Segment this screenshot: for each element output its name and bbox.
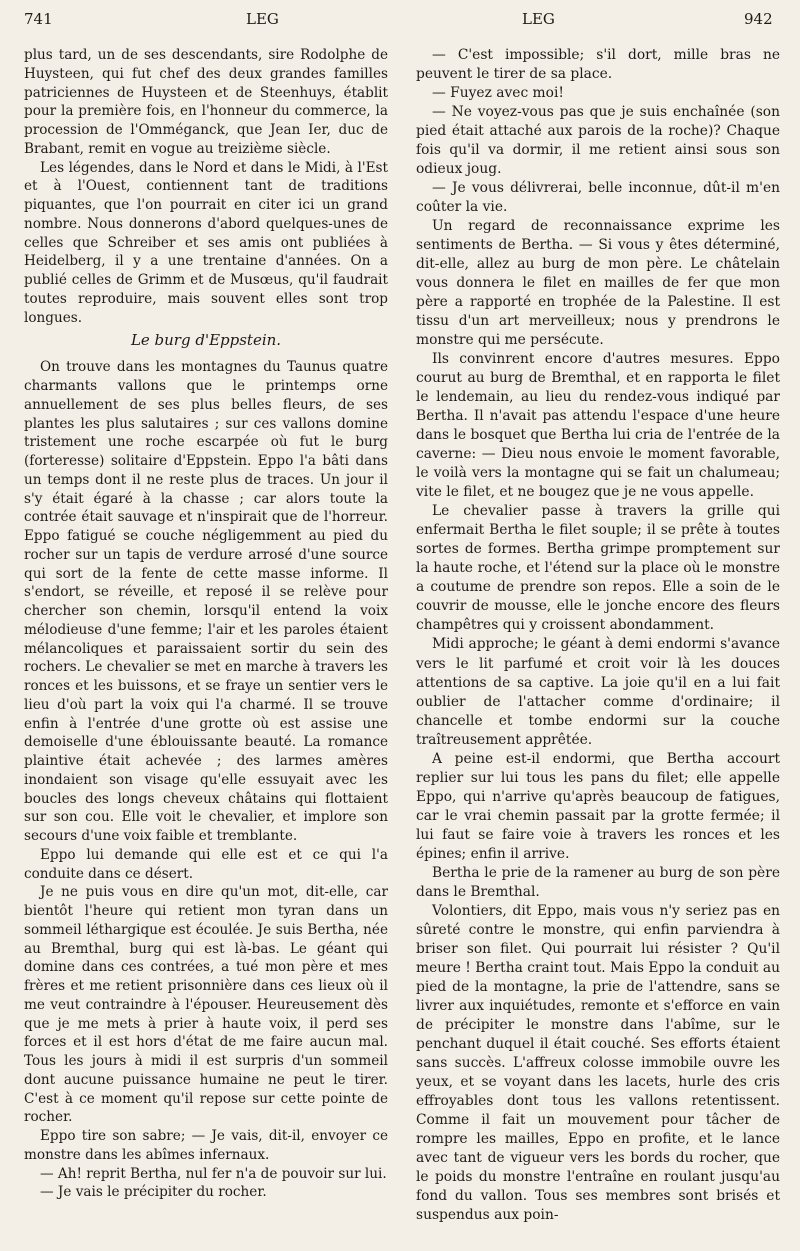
paragraph: — Fuyez avec moi! [432,85,564,102]
left-column [24,46,388,1202]
section-heading: Le burg d'Eppstein. [130,331,282,350]
paragraph: — Ne voyez-vous pas que je suis enchaînée (son pied était attaché aux parois de la roche)? Chaque fois qu'il va dormir, il me retient ainsi sous son odieux joug. [416,104,780,178]
paragraph: Je ne puis vous en dire qu'un mot, dit-elle, car bientôt l'heure qui retient mon tyran dans un sommeil léthargique est écoulée. Je suis Bertha, née au Bremthal, burg qui est là-bas. Le géant qui domine dans ces contrées, a tué mon père et mes frères et me retient prisonnière dans ces lieux où il me veut contraindre à l'épouser. Heureusement dès que je me mets à prier à haute voix, il perd ses forces et il est hors d'état de me faire aucun mal. Tous les jours à midi il est surpris d'un sommeil dont aucune puissance humaine ne peut le tirer. C'est à ce moment qu'il repose sur cette pointe de rocher. [24,884,388,1126]
paragraph: Les légendes, dans le Nord et dans le Midi, à l'Est et à l'Ouest, contiennent tant de traditions piquantes, que l'on pourrait en citer ici un grand nombre. Nous donnerons d'abord quelques-unes de celles que Schreiber et ses amis ont publiées à Heidelberg, il y a une trentaine d'années. On a publié celles de Grimm et de Musœus, qu'il faudrait toutes reproduire, mais souvent elles sont trop longues. [24,159,388,326]
right-column [416,46,780,1225]
paragraph: Eppo lui demande qui elle est et ce qui l'a conduite dans ce désert. [24,846,388,882]
paragraph: Le chevalier passe à travers la grille qui enfermait Bertha le filet souple; il se prête à toutes sortes de formes. Bertha grimpe promptement sur la haute roche, et l'étend sur la place où le monstre a coutume de prendre son repos. Elle a soin de le couvrir de mousse, elle le jonche encore des fleurs champêtres qui y croissent abondamment. [416,503,780,634]
paragraph: Midi approche; le géant à demi endormi s'avance vers le lit parfumé et croit voir là les douces attentions de sa captive. La joie qu'il en a lui fait oublier de l'attacher comme d'ordinaire; il chancelle et tombe endormi sur la couche traîtreusement apprêtée. [416,636,780,748]
paragraph: Volontiers, dit Eppo, mais vous n'y seriez pas en sûreté contre le monstre, qui enfin parviendra à briser son filet. Qui pourrait lui résister ? Qu'il meure ! Bertha craint tout. Mais Eppo la conduit au pied de la montagne, la prie de l'attendre, sans se livrer aux inquiétudes, remonte et s'efforce en vain de précipiter le monstre dans l'abîme, sur le penchant duquel il était couché. Ses efforts étaient sans succès. L'affreux colosse immobile ouvre les yeux, et se voyant dans les lacets, hurle des cris effroyables dont tous les vallons retentissent. Comme il fait un mouvement pour tâcher de rompre les mailles, Eppo en profite, et le lance avec tant de vigueur vers les bords du rocher, que le poids du monstre l'entraîne en roulant jusqu'au fond du vallon. Tous ses membres sont brisés et suspendus aux poin- [416,902,780,1223]
paragraph: — C'est impossible; s'il dort, mille bras ne peuvent le tirer de sa place. [416,47,780,83]
paragraph: — Ah! reprit Bertha, nul fer n'a de pouvoir sur lui. [40,1165,387,1182]
paragraph: Bertha le prie de la ramener au burg de son père dans le Bremthal. [416,864,780,900]
paragraph: On trouve dans les montagnes du Taunus quatre charmants vallons que le printemps orne annuellement de ses plus belles fleurs, de ses plantes les plus salutaires ; sur ces vallons domine tristement une roche escarpée où fut le burg (forteresse) solitaire d'Eppstein. Eppo l'a bâti dans un temps dont il ne reste plus de traces. Un jour il s'y était égaré à la chasse ; car alors toute la contrée était sauvage et n'inspirait que de l'horreur. Eppo fatigué se couche négligemment au pied du rocher sur un tapis de verdure arrosé d'une source qui sort de la fente de cette masse informe. Il s'endort, se réveille, et reposé il se relève pour chercher son chemin, lorsqu'il entend la voix mélodieuse d'une femme; l'air et les paroles étaient mélancoliques et paraissaient sortir du sein des rochers. Le chevalier se met en marche à travers les ronces et les buissons, et se fraye un sentier vers le lieu d'où part la voix qui l'a charmé. Il se trouve enfin à l'entrée d'une grotte où est assise une demoiselle d'une éblouissante beauté. La romance plaintive était achevée ; des larmes amères inondaient son visage qu'elle essuyait avec les boucles des longs cheveux châtains qui flottaient sur son cou. Elle voit le chevalier, et implore son secours d'une voix faible et tremblante. [24,359,388,844]
headword-left: LEG [246,10,279,28]
running-head [0,10,800,34]
paragraph: — Je vais le précipiter du rocher. [40,1184,267,1201]
paragraph: A peine est-il endormi, que Bertha accourt replier sur lui tous les pans du filet; elle appelle Eppo, qui n'arrive qu'après beaucoup de fatigues, car le vrai chemin passait par la grotte fermée; il lui faut se faire voie à travers les ronces et les épines; enfin il arrive. [416,750,780,862]
page-number-right: 942 [744,10,773,28]
page-number-left: 741 [24,10,53,28]
paragraph: plus tard, un de ses descendants, sire Rodolphe de Huysteen, qui fut chef des deux grandes familles patriciennes de Huysteen et de Steenhuys, établit pour la première fois, en l'honneur du commerce, la procession de l'Omméganck, que Jean Ier, duc de Brabant, remit en vogue au treizième siècle. [24,47,388,157]
paragraph: Un regard de reconnaissance exprime les sentiments de Bertha. — Si vous y êtes déterminé, dit-elle, allez au burg de mon père. Le châtelain vous donnera le filet en mailles de fer que mon père a rapporté en trophée de la Palestine. Il est tissu d'un art merveilleux; nous y prendrons le monstre qui me persécute. [416,218,780,349]
paragraph: Eppo tire son sabre; — Je vais, dit-il, envoyer ce monstre dans les abîmes infernaux. [24,1128,388,1163]
headword-right: LEG [522,10,555,28]
paragraph: Ils convinrent encore d'autres mesures. Eppo courut au burg de Bremthal, et en rapporta le filet le lendemain, au lieu du rendez-vous indiqué par Bertha. Il n'avait pas attendu l'espace d'une heure dans le bosquet que Bertha lui cria de l'entrée de la caverne: — Dieu nous envoie le moment favorable, le voilà vers la montagne qui se fait un chalumeau; vite le filet, et ne bougez que je ne vous appelle. [416,351,780,501]
paragraph: — Je vous délivrerai, belle inconnue, dût-il m'en coûter la vie. [416,180,780,216]
